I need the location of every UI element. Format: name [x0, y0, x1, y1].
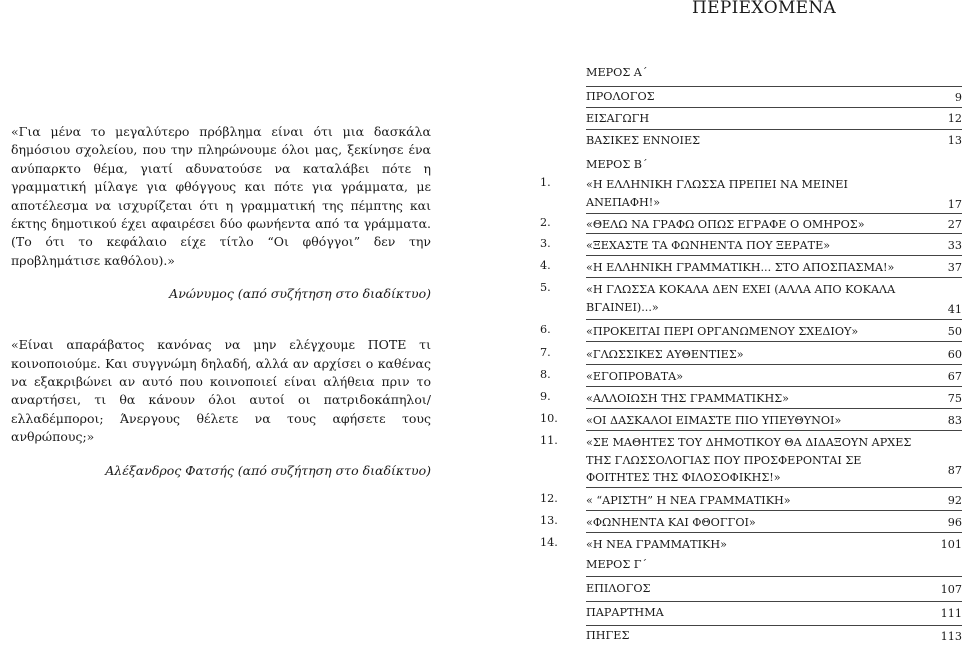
toc-entry-page: 92: [947, 494, 962, 507]
toc-divider: [586, 532, 962, 533]
toc-entry-number: 10.: [540, 412, 558, 425]
toc-entry-page: 12: [947, 112, 962, 125]
toc-divider: [586, 107, 962, 108]
epigraphs: [11, 123, 431, 478]
toc-entry-title: «Η ΝΕΑ ΓΡΑΜΜΑΤΙΚΗ»: [586, 538, 727, 551]
toc-entry-page: 101: [940, 538, 962, 551]
toc-entry-title: «Η ΕΛΛΗΝΙΚΗ ΓΛΩΣΣΑ ΠΡΕΠΕΙ ΝΑ ΜΕΙΝΕΙ ΑΝΕΠΑΦΗ!»: [586, 178, 848, 209]
toc-entry-title: «ΣΕ ΜΑΘΗΤΕΣ ΤΟΥ ΔΗΜΟΤΙΚΟΥ ΘΑ ΔΙΔΑΞΟΥΝ ΑΡΧΕΣ ΤΗΣ ΓΛΩΣΣΟΛΟΓΙΑΣ ΠΟΥ ΠΡΟΣΦΕΡΟΝΤΑΙ ΣΕ ΦΟΙΤΗΤΕΣ ΤΗΣ ΦΙΛΟΣΟΦΙΚΗΣ!»: [586, 436, 912, 484]
toc-entry-page: 41: [947, 303, 962, 316]
toc-entry-title: «ΟΙ ΔΑΣΚΑΛΟΙ ΕΙΜΑΣΤΕ ΠΙΟ ΥΠΕΥΘΥΝΟΙ»: [586, 414, 842, 427]
toc-part-a: ΜΕΡΟΣ Α΄: [586, 66, 648, 79]
toc-entry-page: 9: [954, 91, 962, 104]
toc-entry-page: 50: [947, 325, 962, 338]
toc-entry-page: 13: [947, 134, 962, 147]
toc-entry-number: 5.: [540, 281, 551, 294]
toc-entry-page: 17: [947, 198, 962, 211]
toc-entry-number: 3.: [540, 237, 551, 250]
toc-entry-page: 83: [947, 414, 962, 427]
toc-divider: [586, 510, 962, 511]
toc-divider: [586, 364, 962, 365]
toc-entry-title: «ΑΛΛΟΙΩΣΗ ΤΗΣ ΓΡΑΜΜΑΤΙΚΗΣ»: [586, 392, 789, 405]
toc-entry-number: 13.: [540, 514, 558, 527]
toc-divider: [586, 625, 962, 626]
toc-divider: [586, 386, 962, 387]
toc-divider: [586, 430, 962, 431]
toc-entry-page: 113: [940, 630, 962, 643]
toc-divider: [586, 233, 962, 234]
toc-entry-title: «ΦΩΝΗΕΝΤΑ ΚΑΙ ΦΘΟΓΓΟΙ»: [586, 516, 756, 529]
toc-entry-page: 37: [947, 261, 962, 274]
epigraph-attribution-2: Αλέξανδρος Φατσής (από συζήτηση στο διαδίκτυο): [105, 462, 431, 478]
toc-divider: [586, 576, 962, 577]
toc-divider: [586, 213, 962, 214]
toc-entry-title: «ΓΛΩΣΣΙΚΕΣ ΑΥΘΕΝΤΙΕΣ»: [586, 348, 744, 361]
toc-divider: [586, 86, 962, 87]
toc-entry-number: 9.: [540, 390, 551, 403]
toc-entry-title: ΠΑΡΑΡΤΗΜΑ: [586, 606, 664, 619]
toc-entry-number: 6.: [540, 323, 551, 336]
toc-entry-number: 12.: [540, 492, 558, 505]
toc-entry-number: 1.: [540, 176, 551, 189]
toc-entry-page: 75: [947, 392, 962, 405]
toc-entry-number: 14.: [540, 536, 558, 549]
toc-entry-number: 7.: [540, 346, 551, 359]
toc-divider: [586, 408, 962, 409]
toc-divider: [586, 319, 962, 320]
toc-divider: [586, 129, 962, 130]
toc-entry-page: 111: [940, 607, 962, 620]
toc-entry-page: 60: [947, 348, 962, 361]
toc-entry-title: «ΠΡΟΚΕΙΤΑΙ ΠΕΡΙ ΟΡΓΑΝΩΜΕΝΟΥ ΣΧΕΔΙΟΥ»: [586, 325, 859, 338]
toc-divider: [586, 341, 962, 342]
toc-entry-page: 87: [947, 464, 962, 477]
toc-entry-page: 67: [947, 370, 962, 383]
toc-entry-title: « “ΑΡΙΣΤΗ” Η ΝΕΑ ΓΡΑΜΜΑΤΙΚΗ»: [586, 494, 791, 507]
toc-entry-title: «ΘΕΛΩ ΝΑ ΓΡΑΦΩ ΟΠΩΣ ΕΓΡΑΦΕ Ο ΟΜΗΡΟΣ»: [586, 218, 865, 231]
toc-divider: [586, 601, 962, 602]
toc-entry-number: 11.: [540, 434, 558, 447]
toc-divider: [586, 487, 962, 488]
toc-entry-number: 2.: [540, 216, 551, 229]
toc-part-c: ΜΕΡΟΣ Γ΄: [586, 558, 648, 571]
toc-entry-title: ΕΙΣΑΓΩΓΗ: [586, 112, 650, 125]
toc-entry-page: 107: [940, 583, 962, 596]
toc-entry-title: «Η ΓΛΩΣΣΑ ΚΟΚΑΛΑ ΔΕΝ ΕΧΕΙ (ΑΛΛΑ ΑΠΟ ΚΟΚΑΛΑ ΒΓΑΙΝΕΙ)...»: [586, 283, 896, 314]
toc-divider: [586, 277, 962, 278]
toc-entry-title: ΠΡΟΛΟΓΟΣ: [586, 90, 655, 103]
toc-entry-number: 8.: [540, 368, 551, 381]
toc-entry-number: 4.: [540, 259, 551, 272]
epigraph-quote-2: «Είναι απαράβατος κανόνας να μην ελέγχουμε ΠΟΤΕ τι κοινοποιούμε. Και συγγνώμη δηλαδή, αλλά αν αρχίσει ο καθένας να εξακριβώνει αν αυτό που κοινοποιεί είναι αλήθεια πριν το αναρτήσει, τι θα κάνουν όλοι αυτοί οι πατριδοκάπηλοι/ελλαδέμποροι; Άνεργους θέλετε να τους αφήσετε τους ανθρώπους;»: [11, 337, 431, 445]
page-title: ΠΕΡΙΕΧΟΜΕΝΑ: [692, 0, 837, 18]
epigraph-quote-1: «Για μένα το μεγαλύτερο πρόβλημα είναι ότι μια δασκάλα δημόσιου σχολείου, που την πληρώνουμε όλοι μας, ξεκίνησε ένα ανύπαρκτο θέμα, γιατί αδυνατούσε να καταλάβει πότε η γραμματική μίλαγε για φθόγγους και πότε για γράμματα, με αποτέλεσμα να ισχυρίζεται ότι η γραμματική της πέμπτης και έκτης δημοτικού έχει αφαιρέσει δύο φωνήεντα από τα γράμματα. (Το ότι το κεφάλαιο είχε τίτλο “Οι φθόγγοι” δεν την προβλημάτισε καθόλου).»: [11, 124, 431, 268]
toc-entry-title: «ΞΕΧΑΣΤΕ ΤΑ ΦΩΝΗΕΝΤΑ ΠΟΥ ΞΕΡΑΤΕ»: [586, 239, 831, 252]
toc-entry-title: ΕΠΙΛΟΓΟΣ: [586, 582, 651, 595]
epigraph-attribution-1: Ανώνυμος (από συζήτηση στο διαδίκτυο): [169, 286, 431, 302]
toc-entry-title: ΒΑΣΙΚΕΣ ΕΝΝΟΙΕΣ: [586, 134, 701, 147]
toc-entry-title: «Η ΕΛΛΗΝΙΚΗ ΓΡΑΜΜΑΤΙΚΗ... ΣΤΟ ΑΠΟΣΠΑΣΜΑ!»: [586, 261, 895, 274]
toc-divider: [586, 255, 962, 256]
toc-entry-title: «ΕΓΟΠΡΟΒΑΤΑ»: [586, 370, 684, 383]
toc-entry-page: 96: [947, 516, 962, 529]
toc-entry-page: 27: [947, 218, 962, 231]
toc-part-b: ΜΕΡΟΣ Β΄: [586, 158, 648, 171]
toc-entry-page: 33: [947, 239, 962, 252]
toc-entry-title: ΠΗΓΕΣ: [586, 629, 630, 642]
